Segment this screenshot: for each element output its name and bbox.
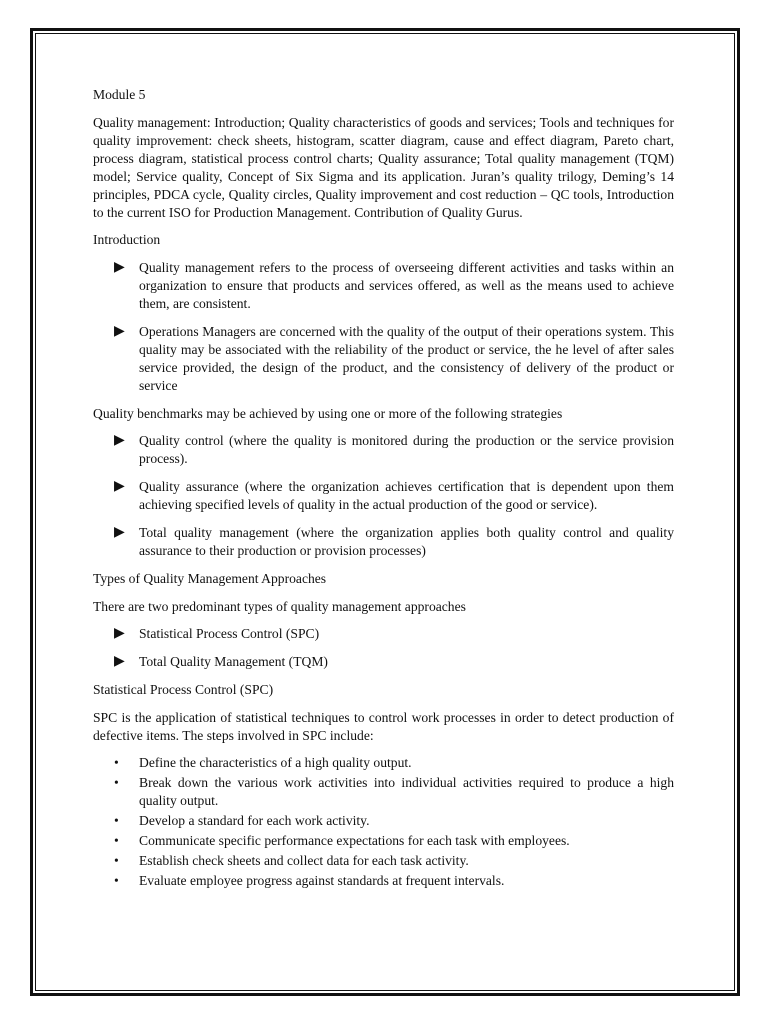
bullet-dot-icon: • — [114, 775, 119, 790]
list-item: ▶ Total Quality Management (TQM) — [114, 654, 328, 669]
benchmarks-lead: Quality benchmarks may be achieved by using one or more of the following strategies — [93, 406, 563, 421]
introduction-list — [93, 259, 674, 395]
arrow-bullet-icon: ▶ — [114, 260, 125, 275]
benchmarks-list — [93, 432, 674, 560]
list-item: ▶ Statistical Process Control (SPC) — [114, 626, 320, 641]
list-item: • Define the characteristics of a high quality output. — [114, 755, 412, 770]
arrow-bullet-icon: ▶ — [114, 525, 125, 540]
bullet-dot-icon: • — [114, 813, 119, 828]
arrow-bullet-icon: ▶ — [114, 654, 125, 669]
types-list — [93, 625, 674, 671]
spc-steps-list — [93, 754, 674, 890]
types-heading: Types of Quality Management Approaches — [93, 571, 327, 586]
bullet-dot-icon: • — [114, 833, 119, 848]
list-item: ▶ Total quality management (where the organization applies both quality control and quality assurance to their production or provision processes) — [114, 525, 674, 558]
arrow-bullet-icon: ▶ — [114, 479, 125, 494]
list-item: • Evaluate employee progress against standards at frequent intervals. — [114, 873, 505, 888]
bullet-dot-icon: • — [114, 755, 119, 770]
spc-lead: SPC is the application of statistical techniques to control work processes in order to detect production of defective items. The steps involved in SPC include: — [93, 710, 674, 743]
list-item: • Develop a standard for each work activity. — [114, 813, 370, 828]
arrow-bullet-icon: ▶ — [114, 324, 125, 339]
list-item: ▶ Operations Managers are concerned with the quality of the output of their operations system. This quality may be associated with the reliability of the product or service, the he level of after sales service provided, the design of the product, and the consistency of delivery of the product or service — [114, 324, 674, 393]
list-item: ▶ Quality management refers to the process of overseeing different activities and tasks within an organization to ensure that products and services offered, as well as the means used to achieve them, are consistent. — [114, 260, 674, 311]
arrow-bullet-icon: ▶ — [114, 433, 125, 448]
types-lead: There are two predominant types of quality management approaches — [93, 599, 466, 614]
list-item: ▶ Quality control (where the quality is monitored during the production or the service provision process). — [114, 433, 674, 466]
syllabus-paragraph: Quality management: Introduction; Quality characteristics of goods and services; Tools and techniques for quality improvement: check sheets, histogram, scatter diagram, cause and effect diagram, Pareto chart, process diagram, statistical process control charts; Quality assurance; Total quality management (TQM) model; Service quality, Concept of Six Sigma and its application. Juran’s quality trilogy, Deming’s 14 principles, PDCA cycle, Quality circles, Quality improvement and cost reduction – QC tools, Introduction to the current ISO for Production Management. Contribution of Quality Gurus. — [93, 115, 674, 220]
bullet-dot-icon: • — [114, 873, 119, 888]
list-item: • Establish check sheets and collect data for each task activity. — [114, 853, 469, 868]
arrow-bullet-icon: ▶ — [114, 626, 125, 641]
list-item: • Break down the various work activities into individual activities required to produce a high quality output. — [114, 775, 674, 808]
document-body — [93, 86, 674, 892]
bullet-dot-icon: • — [114, 853, 119, 868]
spc-heading: Statistical Process Control (SPC) — [93, 682, 274, 697]
list-item: ▶ Quality assurance (where the organization achieves certification that is dependent upon them achieving specified levels of quality in the actual production of the good or service). — [114, 479, 674, 512]
introduction-heading: Introduction — [93, 232, 161, 247]
module-title: Module 5 — [93, 87, 146, 102]
list-item: • Communicate specific performance expectations for each task with employees. — [114, 833, 570, 848]
